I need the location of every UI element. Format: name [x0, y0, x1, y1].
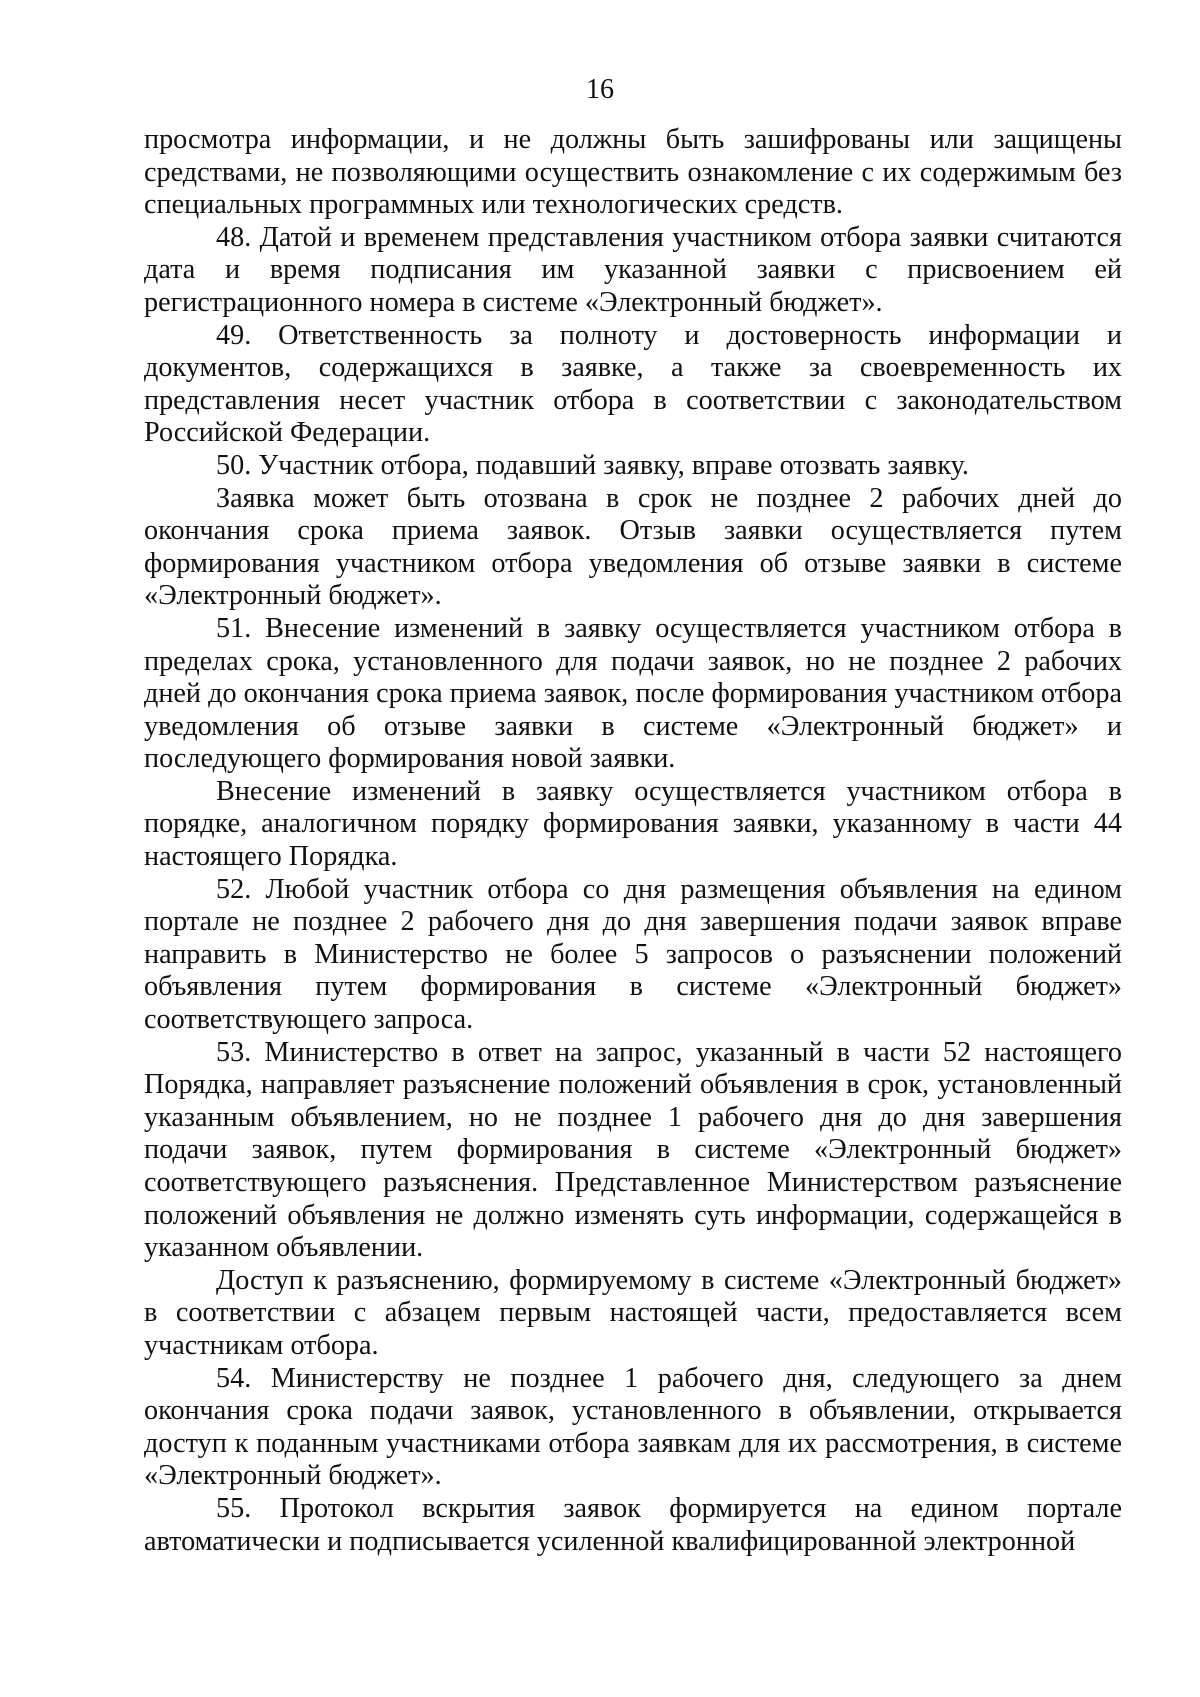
paragraph-54: 54. Министерству не позднее 1 рабочего дня, следующего за днем окончания срока подачи заявок, установленного в объявлении, открывается доступ к поданным участниками отбора заявкам для их рассмотрения, в системе «Электронный бюджет».	[144, 1362, 1122, 1492]
page-number: 16	[586, 74, 614, 105]
paragraph-53: 53. Министерство в ответ на запрос, указанный в части 52 настоящего Порядка, направляет разъяснение положений объявления в срок, установленный указанным объявлением, но не позднее 1 рабочего дня до дня завершения подачи заявок, путем формирования в системе «Электронный бюджет» соответствующего разъяснения. Представленное Министерством разъяснение положений объявления не должно изменять суть информации, содержащейся в указанном объявлении.	[144, 1036, 1122, 1264]
paragraph-55: 55. Протокол вскрытия заявок формируется на едином портале автоматически и подписывается усиленной квалифицированной электронной	[144, 1492, 1122, 1557]
paragraph-52: 52. Любой участник отбора со дня размещения объявления на едином портале не позднее 2 рабочего дня до дня завершения подачи заявок вправе направить в Министерство не более 5 запросов о разъяснении положений объявления путем формирования в системе «Электронный бюджет» соответствующего запроса.	[144, 873, 1122, 1036]
paragraph-50: 50. Участник отбора, подавший заявку, вправе отозвать заявку.	[216, 449, 969, 481]
document-body	[144, 124, 1122, 1558]
paragraph-continuation: просмотра информации, и не должны быть зашифрованы или защищены средствами, не позволяющими осуществить ознакомление с их содержимым без специальных программных или технологических средств.	[144, 124, 1122, 221]
paragraph-48: 48. Датой и временем представления участником отбора заявки считаются дата и время подписания им указанной заявки с присвоением ей регистрационного номера в системе «Электронный бюджет».	[144, 221, 1122, 318]
paragraph-51: 51. Внесение изменений в заявку осуществляется участником отбора в пределах срока, установленного для подачи заявок, но не позднее 2 рабочих дней до окончания срока приема заявок, после формирования участником отбора уведомления об отзыве заявки в системе «Электронный бюджет» и последующего формирования новой заявки.	[144, 612, 1122, 775]
paragraph-51-changes: Внесение изменений в заявку осуществляется участником отбора в порядке, аналогичном порядку формирования заявки, указанному в части 44 настоящего Порядка.	[144, 775, 1122, 873]
paragraph-53-access: Доступ к разъяснению, формируемому в системе «Электронный бюджет» в соответствии с абзацем первым настоящей части, предоставляется всем участникам отбора.	[144, 1264, 1122, 1361]
paragraph-49: 49. Ответственность за полноту и достоверность информации и документов, содержащихся в заявке, а также за своевременность их представления несет участник отбора в соответствии с законодательством Российской Федерации.	[144, 319, 1122, 449]
paragraph-50-withdrawal: Заявка может быть отозвана в срок не позднее 2 рабочих дней до окончания срока приема заявок. Отзыв заявки осуществляется путем формирования участником отбора уведомления об отзыве заявки в системе «Электронный бюджет».	[144, 482, 1122, 612]
